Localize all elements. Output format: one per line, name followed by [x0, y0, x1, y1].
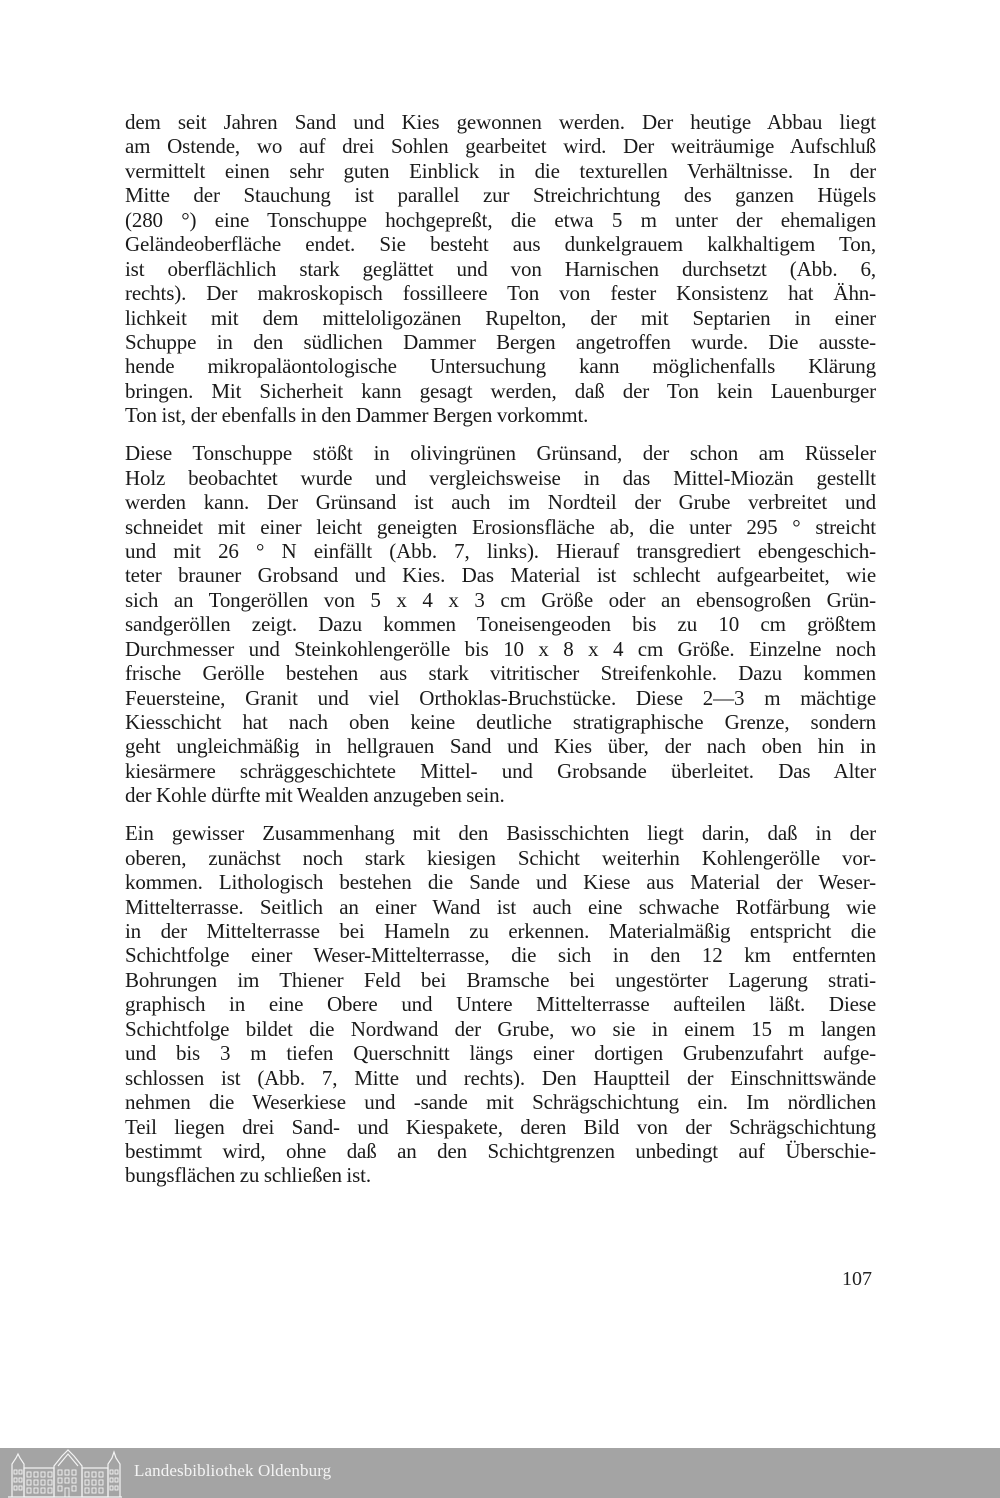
text-line: teter brauner Grobsand und Kies. Das Material ist schlecht aufgearbeitet, wie — [125, 563, 876, 588]
text-line: Kiesschicht hat nach oben keine deutliche stratigraphische Grenze, sondern — [125, 710, 876, 734]
text-line: Mittelterrasse. Seitlich an einer Wand ist auch eine schwache Rotfärbung wie — [125, 894, 876, 919]
text-line: Schichtfolge bildet die Nordwand der Grube, wo sie in einem 15 m langen — [125, 1016, 876, 1041]
paragraph-1 — [125, 110, 876, 428]
text-line: frische Gerölle bestehen aus stark vitritischer Streifenkohle. Dazu kommen — [125, 661, 876, 686]
text-line: sich an Tongeröllen von 5 x 4 x 3 cm Größe oder an ebensogroßen Grün- — [125, 587, 876, 612]
institution-name: Landesbibliothek Oldenburg — [134, 1461, 332, 1480]
text-line: Mitte der Stauchung ist parallel zur Streichrichtung des ganzen Hügels — [125, 183, 876, 208]
text-line: am Ostende, wo auf drei Sohlen gearbeitet wird. Der weiträumige Aufschluß — [125, 134, 876, 159]
text-line: Teil liegen drei Sand- und Kiespakete, deren Bild von der Schrägschichtung — [125, 1114, 876, 1139]
library-building-icon — [6, 1448, 124, 1498]
text-line: Ton ist, der ebenfalls in den Dammer Bergen vorkommt. — [125, 403, 589, 428]
paragraph-3 — [125, 821, 876, 1188]
text-line: hende mikropaläontologische Untersuchung kann möglichenfalls Klärung — [125, 354, 876, 379]
text-line: bestimmt wird, ohne daß an den Schichtgrenzen unbedingt auf Überschie- — [125, 1138, 876, 1163]
text-line: Geländeoberfläche endet. Sie besteht aus dunkelgrauem kalkhaltigem Ton, — [125, 232, 876, 257]
text-line: werden kann. Der Grünsand ist auch im Nordteil der Grube verbreitet und — [125, 490, 876, 515]
text-line: Feuersteine, Granit und viel Orthoklas-Bruchstücke. Diese 2—3 m mächtige — [125, 685, 876, 710]
text-line: Holz beobachtet wurde und vergleichsweise in das Mittel-Miozän gestellt — [125, 465, 876, 490]
text-line: Bohrungen im Thiener Feld bei Bramsche bei ungestörter Lagerung strati- — [125, 967, 876, 992]
text-line: und bis 3 m tiefen Querschnitt längs einer dortigen Grubenzufahrt aufge- — [125, 1041, 876, 1066]
text-line: schlossen ist (Abb. 7, Mitte und rechts). Den Hauptteil der Einschnittswände — [125, 1065, 876, 1090]
text-line: Schichtfolge einer Weser-Mittelterrasse, die sich in den 12 km entfernten — [125, 943, 876, 968]
text-line: lichkeit mit dem mitteloligozänen Rupelton, der mit Septarien in einer — [125, 305, 876, 330]
text-line: graphisch in eine Obere und Untere Mittelterrasse aufteilen läßt. Diese — [125, 992, 876, 1017]
text-line: geht ungleichmäßig in hellgrauen Sand und Kies über, der nach oben hin in — [125, 734, 876, 759]
text-line: Ein gewisser Zusammenhang mit den Basisschichten liegt darin, daß in der — [125, 821, 876, 846]
footer-bar — [0, 1448, 1000, 1498]
text-line: Durchmesser und Steinkohlengerölle bis 10 x 8 x 4 cm Größe. Einzelne noch — [125, 636, 876, 661]
text-line: und mit 26 ° N einfällt (Abb. 7, links). Hierauf transgrediert ebengeschich- — [125, 538, 876, 563]
text-line: nehmen die Weserkiese und -sande mit Schrägschichtung ein. Im nördlichen — [125, 1090, 876, 1115]
text-line: Diese Tonschuppe stößt in olivingrünen Grünsand, der schon am Rüsseler — [125, 441, 876, 466]
text-line: sandgeröllen zeigt. Dazu kommen Toneisengeoden bis zu 10 cm größtem — [125, 612, 876, 637]
text-line: ist oberflächlich stark geglättet und von Harnischen durchsetzt (Abb. 6, — [125, 256, 876, 281]
text-line: bungsflächen zu schließen ist. — [125, 1163, 371, 1188]
text-line: vermittelt einen sehr guten Einblick in die texturellen Verhältnisse. In der — [125, 158, 876, 183]
paragraph-2 — [125, 441, 876, 808]
text-line: dem seit Jahren Sand und Kies gewonnen werden. Der heutige Abbau liegt — [125, 110, 876, 134]
body-text — [125, 110, 876, 1201]
text-line: bringen. Mit Sicherheit kann gesagt werden, daß der Ton kein Lauenburger — [125, 378, 876, 403]
text-line: der Kohle dürfte mit Wealden anzugeben sein. — [125, 783, 505, 808]
text-line: Schuppe in den südlichen Dammer Bergen angetroffen wurde. Die ausste- — [125, 329, 876, 354]
text-line: (280 °) eine Tonschuppe hochgepreßt, die etwa 5 m unter der ehemaligen — [125, 207, 876, 232]
text-line: schneidet mit einer leicht geneigten Erosionsfläche ab, die unter 295 ° streicht — [125, 514, 876, 539]
text-line: in der Mittelterrasse bei Hameln zu erkennen. Materialmäßig entspricht die — [125, 919, 876, 943]
page-number: 107 — [842, 1268, 872, 1290]
text-line: oberen, zunächst noch stark kiesigen Schicht weiterhin Kohlengerölle vor- — [125, 845, 876, 870]
text-line: kiesärmere schräggeschichtete Mittel- und Grobsande überleitet. Das Alter — [125, 758, 876, 783]
text-line: rechts). Der makroskopisch fossilleere Ton von fester Konsistenz hat Ähn- — [125, 281, 876, 306]
text-line: kommen. Lithologisch bestehen die Sande und Kiese aus Material der Weser- — [125, 870, 876, 895]
